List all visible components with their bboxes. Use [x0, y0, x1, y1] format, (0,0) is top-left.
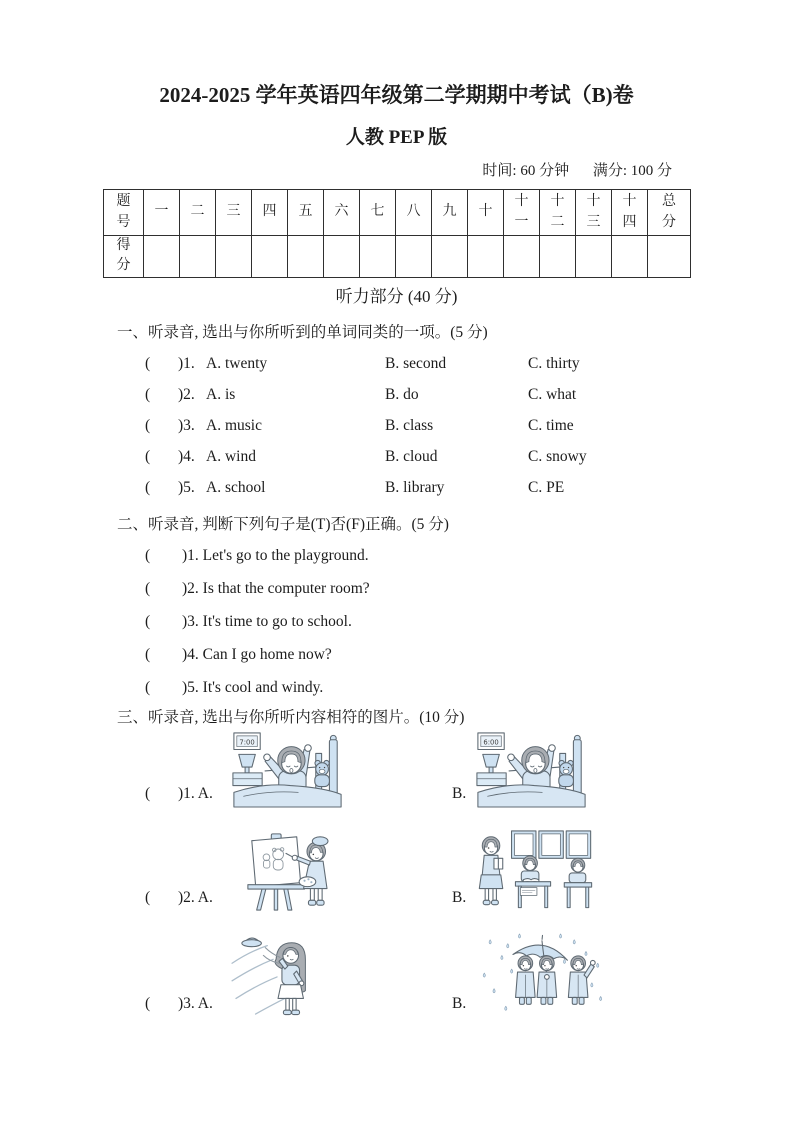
score-table-col-6: 六: [324, 190, 360, 236]
illustration-girl-waking-up-7am: [230, 730, 345, 808]
exam-meta: [0, 162, 793, 181]
question-number: )4.: [178, 448, 195, 466]
picture-option-b: [452, 930, 608, 1018]
score-blank-cell: [252, 236, 288, 278]
score-table-col-4: 四: [252, 190, 288, 236]
edition-title: 人教 PEP 版: [345, 127, 448, 148]
question-row: [145, 473, 690, 504]
option-c: C. snowy: [528, 448, 587, 466]
answer-blank: (: [145, 994, 151, 1012]
statement-text: )1. Let's go to the playground.: [182, 547, 369, 565]
picture-question-row: [145, 828, 690, 912]
score-blank-cell: [504, 236, 540, 278]
score-table-col-total: 总分: [648, 190, 691, 236]
option-b: B. class: [385, 417, 434, 435]
clock-time-label: 6:00: [483, 738, 499, 747]
score-blank-cell: [468, 236, 504, 278]
picture-option-a: [145, 930, 328, 1018]
option-b: B. cloud: [385, 448, 438, 466]
score-blank-cell: [576, 236, 612, 278]
score-table-col-7: 七: [360, 190, 396, 236]
picture-label-b: B.: [452, 784, 467, 802]
picture-question-row: [145, 930, 690, 1018]
true-false-row: [145, 606, 690, 639]
clock-time-label: 7:00: [239, 738, 255, 747]
full-score-label: 满分: 100 分: [592, 163, 672, 179]
answer-blank: (: [145, 679, 151, 697]
answer-blank: (: [145, 613, 151, 631]
score-blank-cell: [612, 236, 648, 278]
score-table-col-5: 五: [288, 190, 324, 236]
picture-option-b: [452, 828, 594, 912]
answer-blank: (: [145, 386, 151, 404]
illustration-girl-windy-hat: [230, 930, 328, 1018]
score-table-col-2: 二: [180, 190, 216, 236]
section-three-title: 三、听录音, 选出与你所听内容相符的图片。(10 分): [117, 708, 465, 726]
option-a: A. school: [206, 479, 266, 497]
option-c: C. time: [528, 417, 574, 435]
time-limit-label: 时间: 60 分钟: [482, 163, 570, 179]
picture-label-b: B.: [452, 994, 467, 1012]
section-two-title: 二、听录音, 判断下列句子是(T)否(F)正确。(5 分): [117, 515, 449, 533]
score-table: [103, 189, 691, 278]
answer-blank: (: [145, 448, 151, 466]
score-blank-cell: [144, 236, 180, 278]
question-row: [145, 442, 690, 473]
true-false-row: [145, 540, 690, 573]
score-table-col-9: 九: [432, 190, 468, 236]
question-number: )1.: [178, 355, 195, 373]
answer-blank: (: [145, 580, 151, 598]
true-false-row: [145, 672, 690, 705]
question-number: )2.: [178, 386, 195, 404]
picture-label-b: B.: [452, 888, 467, 906]
score-table-col-1: 一: [144, 190, 180, 236]
option-c: C. PE: [528, 479, 565, 497]
answer-blank: (: [145, 355, 151, 373]
score-table-col-14: 十四: [612, 190, 648, 236]
score-table-col-3: 三: [216, 190, 252, 236]
score-blank-cell: [540, 236, 576, 278]
question-number: )3.: [178, 417, 195, 435]
picture-option-a: [145, 828, 340, 912]
option-b: B. library: [385, 479, 445, 497]
score-table-col-13: 十三: [576, 190, 612, 236]
score-table-col-8: 八: [396, 190, 432, 236]
score-table-score-header: 得分: [104, 236, 144, 278]
answer-blank: (: [145, 784, 151, 802]
picture-option-b: [452, 730, 589, 808]
statement-text: )3. It's time to go to school.: [182, 613, 352, 631]
page-title: 2024-2025 学年英语四年级第二学期期中考试（B)卷: [159, 83, 634, 107]
score-blank-cell: [180, 236, 216, 278]
picture-label-a: )2. A.: [178, 888, 213, 906]
statement-text: )2. Is that the computer room?: [182, 580, 370, 598]
option-a: A. is: [206, 386, 236, 404]
question-row: [145, 411, 690, 442]
score-table-header-row: [104, 190, 691, 236]
answer-blank: (: [145, 479, 151, 497]
score-table-col-11: 十一: [504, 190, 540, 236]
score-blank-cell: [216, 236, 252, 278]
answer-blank: (: [145, 547, 151, 565]
score-blank-cell: [360, 236, 396, 278]
section-one-title: 一、听录音, 选出与你所听到的单词同类的一项。(5 分): [117, 323, 488, 341]
picture-label-a: )3. A.: [178, 994, 213, 1012]
score-blank-cell: [396, 236, 432, 278]
score-table-score-row: [104, 236, 691, 278]
statement-text: )5. It's cool and windy.: [182, 679, 324, 697]
answer-blank: (: [145, 646, 151, 664]
illustration-classroom-teacher-students: [474, 828, 594, 912]
score-table-question-header: 题号: [104, 190, 144, 236]
score-blank-cell: [648, 236, 691, 278]
illustration-children-umbrella-rain: [474, 930, 608, 1018]
answer-blank: (: [145, 417, 151, 435]
score-table-col-10: 十: [468, 190, 504, 236]
question-row: [145, 380, 690, 411]
illustration-girl-painting-easel: [230, 828, 340, 912]
picture-option-a: [145, 730, 345, 808]
picture-label-a: )1. A.: [178, 784, 213, 802]
score-blank-cell: [324, 236, 360, 278]
score-blank-cell: [288, 236, 324, 278]
option-b: B. do: [385, 386, 419, 404]
option-a: A. twenty: [206, 355, 268, 373]
true-false-row: [145, 639, 690, 672]
illustration-girl-waking-up-6am: [474, 730, 589, 808]
paper-body: [103, 322, 690, 1018]
score-table-col-12: 十二: [540, 190, 576, 236]
question-row: [145, 349, 690, 380]
option-c: C. thirty: [528, 355, 580, 373]
statement-text: )4. Can I go home now?: [182, 646, 332, 664]
question-number: )5.: [178, 479, 195, 497]
picture-question-row: [145, 730, 690, 808]
option-c: C. what: [528, 386, 577, 404]
option-b: B. second: [385, 355, 447, 373]
answer-blank: (: [145, 888, 151, 906]
score-blank-cell: [432, 236, 468, 278]
true-false-row: [145, 573, 690, 606]
option-a: A. wind: [206, 448, 256, 466]
option-a: A. music: [206, 417, 262, 435]
listening-part-title: 听力部分 (40 分): [335, 286, 458, 306]
